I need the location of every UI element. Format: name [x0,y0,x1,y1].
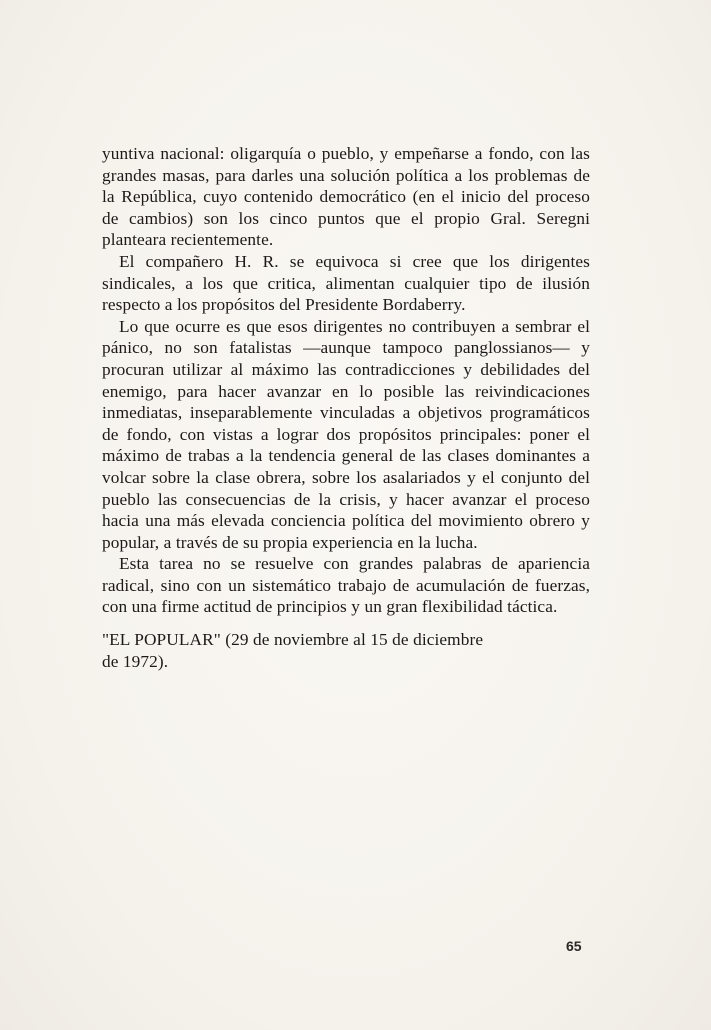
paragraph-continuation: yuntiva nacional: oligarquía o pueblo, y empeñarse a fondo, con las grandes masas, para darles una solución política a los problemas de la República, cuyo contenido democrático (en el inicio del proceso de cambios) son los cinco puntos que el propio Gral. Seregni planteara recientemente. [102,144,590,250]
source-citation: "EL POPULAR" (29 de noviembre al 15 de diciembre de 1972). [102,630,484,671]
paragraph-task: Esta tarea no se resuelve con grandes palabras de apariencia radical, sino con un sistemático trabajo de acumulación de fuerzas, con una firme actitud de principios y un gran flexibilidad táctica. [102,554,590,617]
page-number: 65 [566,938,582,954]
text-column [102,143,590,672]
paragraph-union-leaders: Lo que ocurre es que esos dirigentes no contribuyen a sembrar el pánico, no son fatalistas —aunque tampoco panglossianos— y procuran utilizar al máximo las contradicciones y debilidades del enemigo, para hacer avanzar en lo posible las reivindicaciones inmediatas, inseparablemente vinculadas a objetivos programáticos de fondo, con vistas a lograr dos propósitos principales: poner el máximo de trabas a la tendencia general de las clases dominantes a volcar sobre la clase obrera, sobre los asalariados y el conjunto del pueblo las consecuencias de la crisis, y hacer avanzar el proceso hacia una más elevada conciencia política del movimiento obrero y popular, a través de su propia experiencia en la lucha. [102,316,590,552]
paragraph-hr-critique: El compañero H. R. se equivoca si cree que los dirigentes sindicales, a los que critica, alimentan cualquier tipo de ilusión respecto a los propósitos del Presidente Bordaberry. [102,251,590,315]
